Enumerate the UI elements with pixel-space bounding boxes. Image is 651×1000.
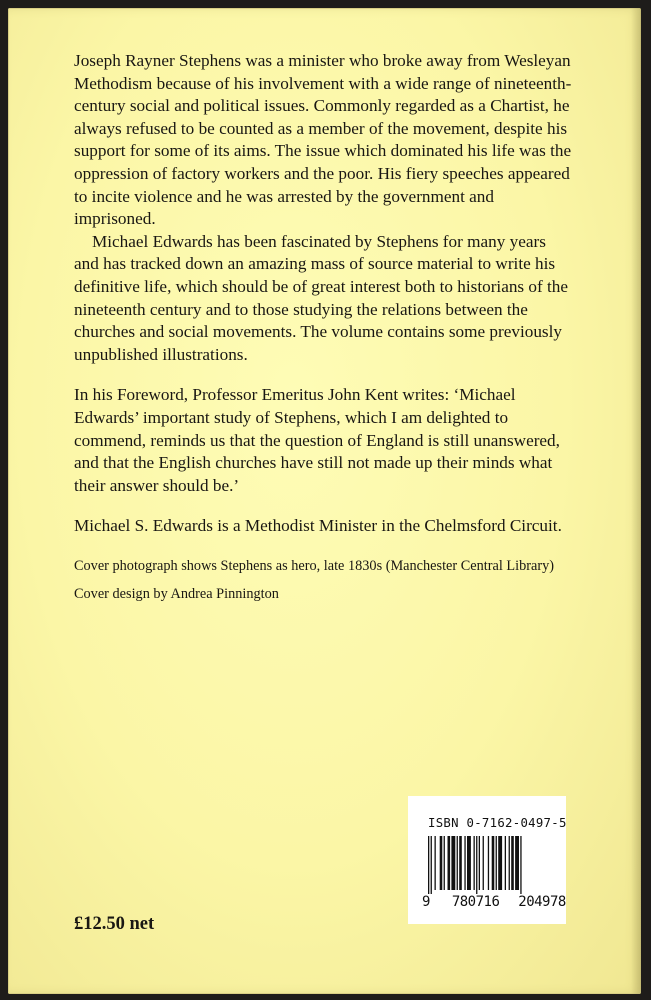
barcode-bar	[520, 836, 521, 894]
barcode-bar	[467, 836, 471, 890]
cover-design-credit: Cover design by Andrea Pinnington	[74, 586, 279, 603]
book-back-cover	[8, 8, 641, 994]
barcode-bar	[509, 836, 510, 890]
barcode-bar	[498, 836, 502, 890]
barcode-bar	[488, 836, 489, 890]
barcode-bar	[435, 836, 436, 890]
barcode-label	[408, 796, 566, 924]
barcode-bar	[515, 836, 519, 890]
barcode-bar	[483, 836, 484, 890]
barcode-bar	[464, 836, 465, 890]
barcode-bar	[444, 836, 445, 890]
barcode-bar	[459, 836, 462, 890]
barcode-bar	[476, 836, 477, 894]
barcode-bar	[451, 836, 455, 890]
cover-edge-shading	[631, 8, 641, 994]
blurb-paragraph-2: Michael Edwards has been fascinated by Stephens for many years and has tracked down an amazing mass of source material to write his definitive life, which should be of great interest both to historians of the nineteenth century and to those studying the relations between the churches and social movements. The volume contains some previously unpublished illustrations.	[74, 231, 569, 364]
barcode-bar	[505, 836, 506, 890]
price: £12.50 net	[74, 914, 155, 934]
blurb-paragraph-1: Joseph Rayner Stephens was a minister who broke away from Wesleyan Methodism because of his involvement with a wide range of nineteenth-century social and political issues. Commonly regarded as a Chartist, he always refused to be counted as a member of the movement, despite his support for some of its aims. The issue which dominated his life was the oppression of factory workers and the poor. His fiery speeches appeared to incite violence and he was arrested by the government and imprisoned.	[74, 51, 572, 229]
barcode-bar	[479, 836, 480, 890]
isbn-number: ISBN 0-7162-0497-5	[428, 816, 567, 830]
author-bio: Michael S. Edwards is a Methodist Minister in the Chelmsford Circuit.	[74, 516, 562, 536]
ean-group-right: 204978	[518, 894, 566, 910]
cover-photo-credit: Cover photograph shows Stephens as hero, late 1830s (Manchester Central Library)	[74, 557, 555, 574]
barcode-bar	[474, 836, 475, 890]
barcode-bar	[496, 836, 497, 890]
blurb-text	[74, 50, 574, 605]
barcode-bar	[431, 836, 432, 894]
ean-group-left: 780716	[451, 894, 500, 910]
foreword-quote: In his Foreword, Professor Emeritus John Kent writes: ‘Michael Edwards’ important study of Stephens, which I am delighted to commend, reminds us that the question of England is still unanswered, and that the English churches have still not made up their minds what their answer should be.’	[74, 385, 560, 495]
barcode-bar	[448, 836, 451, 890]
barcode-bar	[440, 836, 443, 890]
barcode-bar	[457, 836, 458, 890]
ean-first-digit: 9	[422, 894, 430, 910]
barcode-bar	[428, 836, 429, 894]
ean-digits	[422, 894, 566, 910]
barcode-bar	[511, 836, 514, 890]
barcode-bar	[492, 836, 495, 890]
barcode-bars	[428, 836, 546, 894]
